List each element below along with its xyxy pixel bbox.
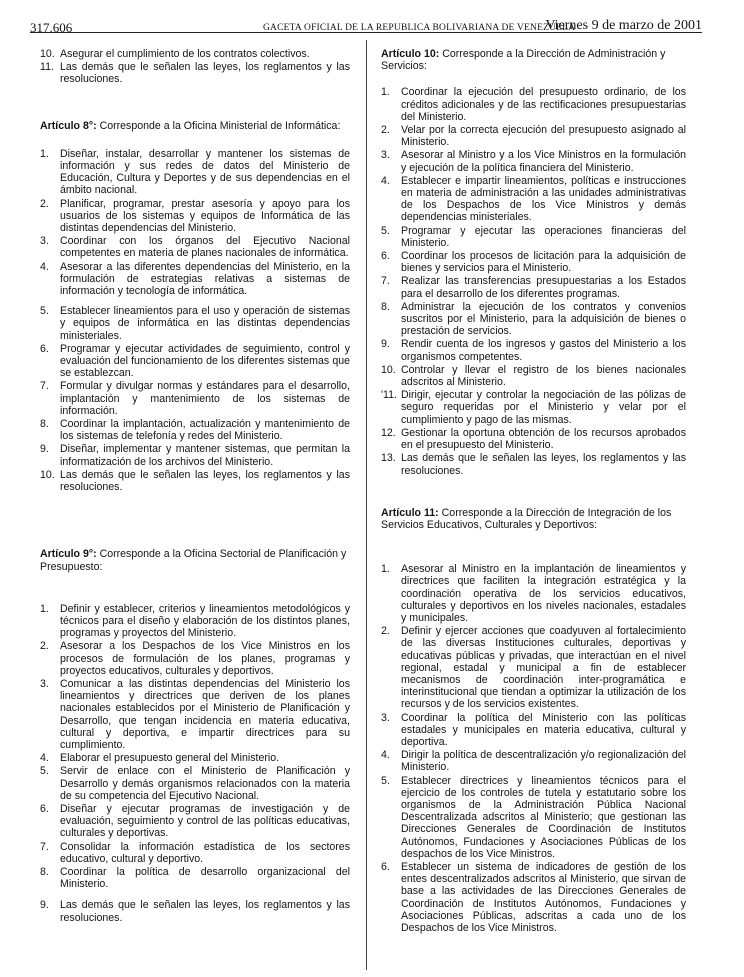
article-9-heading (40, 548, 350, 572)
article-label: Artículo 9°: (40, 548, 97, 561)
item-text: Planificar, programar, prestar asesoría y apoyo para los usuarios de los sistemas y equipos de Informática de las distintas dependencias del Ministerio. (60, 197, 350, 235)
article-label: Artículo 8°: (40, 119, 97, 132)
item-text: Asesorar a las diferentes dependencias del Ministerio, en la formulación de estrategias relativas a sistemas de información y tecnología de informática. (60, 260, 350, 298)
list-item (40, 235, 350, 259)
publication-title: GACETA OFICIAL DE LA REPUBLICA BOLIVARIANA DE VENEZUELA (263, 23, 576, 33)
item-text: Administrar la ejecución de los contratos y convenios suscritos por el Ministerio, para la adquisición de bienes o prestación de servicios. (401, 300, 686, 338)
item-text: Gestionar la oportuna obtención de los recursos aprobados en el presupuesto del Ministerio. (401, 426, 686, 452)
item-text: Dirigir, ejecutar y controlar la negociación de las pólizas de seguro requeridas por el Ministerio y velar por el cumplimiento y pago de las mismas. (401, 389, 686, 426)
list-item (40, 866, 350, 890)
list-item (381, 775, 686, 860)
item-number: 3. (381, 711, 390, 724)
item-number: 4. (381, 174, 390, 187)
list-item (381, 427, 686, 451)
item-text: Coordinar la política del Ministerio con las políticas estadales y municipales en materia educativa, cultural y deportiva. (401, 711, 686, 748)
list-item (381, 389, 686, 426)
article-10-heading (381, 48, 686, 72)
list-item (381, 712, 686, 749)
list-item (40, 603, 350, 640)
item-number: 1. (40, 147, 49, 160)
list-item (40, 803, 350, 840)
item-number: 4. (381, 749, 390, 762)
list-item (40, 899, 350, 923)
item-text: Establecer lineamientos para el uso y operación de sistemas y equipos de informática en las distintas dependencias ministeriales. (60, 305, 350, 342)
item-text: Formular y divulgar normas y estándares para el desarrollo, implantación y mantenimiento de los sistemas de información. (60, 380, 350, 417)
list-item (381, 149, 686, 173)
left-column (40, 48, 350, 925)
item-number: 6. (40, 802, 49, 815)
item-number: 3. (381, 149, 390, 162)
item-number: 9. (381, 338, 390, 351)
article-intro: Corresponde a la Oficina Sectorial de Planificación y Presupuesto: (40, 548, 347, 573)
item-number: 5. (381, 774, 390, 787)
list-item (40, 261, 350, 298)
item-text: Asesorar al Ministro y a los Vice Ministros en la formulación y ejecución de la política financiera del Ministerio. (401, 149, 686, 174)
item-text: Las demás que le señalen las leyes, los reglamentos y las resoluciones. (60, 61, 350, 86)
item-text: Coordinar la política de desarrollo organizacional del Ministerio. (60, 865, 350, 891)
item-number: 8. (40, 418, 49, 431)
item-number: 5. (381, 224, 390, 237)
item-number: 13. (381, 452, 396, 465)
list-item (381, 338, 686, 362)
list-item (40, 198, 350, 235)
list-item (381, 452, 686, 476)
item-number: 7. (40, 380, 49, 393)
list-item (40, 305, 350, 342)
article-8-list (40, 148, 350, 493)
item-text: Las demás que le señalen las leyes, los reglamentos y las resoluciones. (60, 899, 350, 924)
list-item (40, 61, 350, 85)
item-number: 6. (40, 342, 49, 355)
list-item (381, 124, 686, 148)
item-number: 2. (40, 197, 49, 210)
list-item (381, 364, 686, 388)
item-text: Controlar y llevar el registro de los bienes nacionales adscritos al Ministerio. (401, 363, 686, 389)
list-item (381, 625, 686, 710)
list-item (40, 765, 350, 802)
item-text: Diseñar y ejecutar programas de investigación y de evaluación, seguimiento y control de las políticas educativas, culturales y deportivas. (60, 802, 350, 840)
item-number: 1. (40, 602, 49, 615)
list-item (381, 175, 686, 224)
item-text: Asegurar el cumplimiento de los contratos colectivos. (60, 48, 310, 60)
list-item (381, 563, 686, 624)
list-item (40, 640, 350, 677)
continuation-list (40, 48, 350, 86)
item-text: Coordinar la ejecución del presupuesto ordinario, de los créditos adicionales y de las rectificaciones presupuestarias del Ministerio. (401, 86, 686, 123)
item-number: 12. (381, 426, 396, 439)
item-text: Coordinar con los órganos del Ejecutivo Nacional competentes en materia de planes nacionales de informática. (60, 235, 350, 260)
item-number: 10. (381, 363, 396, 376)
item-number: 3. (40, 677, 49, 690)
item-number: 10. (40, 468, 55, 481)
item-text: Comunicar a las distintas dependencias del Ministerio los lineamientos y directrices que deriven de los planes nacionales establecidos por el Ministerio de Planificación y Desarrollo, que tengan incidencia en materia educativa, cultural y deportiva, e impartir directrices para su cumplimiento. (60, 677, 350, 751)
item-text: Las demás que le señalen las leyes, los reglamentos y las resoluciones. (60, 468, 350, 494)
item-text: Establecer e impartir lineamientos, políticas e instrucciones en materia de administración a las unidades administrativas de los Despachos de los Vice Ministros y demás dependencias ministeriales. (401, 174, 686, 224)
item-text: Asesorar al Ministro en la implantación de lineamientos y directrices que faciliten la integración estratégica y la coordinación operativa de los servicios educativos, culturales y deportivos en los niveles nacionales, estadales y municipales. (401, 563, 686, 624)
issue-date: Viernes 9 de marzo de 2001 (545, 18, 702, 33)
item-number: 5. (40, 305, 49, 318)
item-number: 1. (381, 86, 390, 99)
list-item (40, 148, 350, 197)
item-text: Dirigir la política de descentralización y/o regionalización del Ministerio. (401, 749, 686, 774)
article-label: Artículo 10: (381, 48, 440, 60)
page-number: 317.606 (30, 20, 73, 35)
item-text: Rendir cuenta de los ingresos y gastos del Ministerio a los organismos competentes. (401, 338, 686, 363)
list-item (40, 343, 350, 380)
list-item (381, 301, 686, 338)
article-9-list (40, 603, 350, 924)
article-11-heading (381, 507, 686, 531)
article-intro: Corresponde a la Oficina Ministerial de Informática: (96, 119, 341, 132)
list-item (381, 275, 686, 299)
article-8-heading (40, 120, 350, 132)
item-text: Consolidar la información estadística de los sectores educativo, cultural y deportivo. (60, 840, 350, 865)
item-text: Coordinar la implantación, actualización y mantenimiento de los sistemas de telefonía y redes del Ministerio. (60, 418, 350, 443)
item-text: Las demás que le señalen las leyes, los reglamentos y las resoluciones. (401, 452, 686, 477)
list-item (381, 749, 686, 773)
list-item (40, 752, 350, 764)
item-text: Programar y ejecutar las operaciones financieras del Ministerio. (401, 224, 686, 249)
item-number: 6. (381, 250, 390, 263)
item-text: Definir y establecer, criterios y lineamientos metodológicos y técnicos para el diseño y elaboración de los distintos planes, programas y proyectos del Ministerio. (60, 602, 350, 640)
list-item (381, 861, 686, 934)
item-number: 4. (40, 752, 49, 765)
item-text: Velar por la correcta ejecución del presupuesto asignado al Ministerio. (401, 124, 686, 149)
list-item (40, 469, 350, 493)
list-item (381, 86, 686, 123)
item-number: 5. (40, 765, 49, 778)
item-number: 8. (381, 300, 390, 313)
article-intro: Corresponde a la Dirección de Administración y Servicios: (381, 48, 666, 73)
list-item (40, 443, 350, 467)
list-item (381, 250, 686, 274)
item-number: 9. (40, 443, 49, 456)
list-item (381, 225, 686, 249)
item-number: 7. (40, 840, 49, 853)
item-text: Definir y ejercer acciones que coadyuven al fortalecimiento de las diversas Instituciones culturales, deportivas y educativas públicas y privadas, que interactúan en el nivel regional, estadal y municipal a fin de establecer mecanismos de coordinación inter-programática e interinstitucional que tiendan a optimizar la utilización de los recursos y de los servicios existentes. (401, 625, 686, 711)
list-item (40, 841, 350, 865)
article-10-list (381, 86, 686, 476)
item-number: 2. (40, 640, 49, 653)
item-number: 1. (381, 563, 390, 576)
item-text: Establecer directrices y lineamientos técnicos para el ejercicio de los controles de tutela y estatutario sobre los organismos de la Administración Pública Nacional Descentralizada adscritos al Ministerio; que gestionan las Direcciones Generales de Coordinación de Institutos Autónomos, Fundaciones y Asociaciones Públicas de los despachos de los Vice Ministros. (401, 774, 686, 860)
item-text: Establecer un sistema de indicadores de gestión de los entes descentralizados adscritos al Ministerio, que sirvan de base a las actividades de las Direcciones Generales de Coordinación de Institutos Autónomos, Fundaciones y Asociaciones Públicas, adscritas a cada uno de los Despachos de los Vice Ministros. (401, 860, 686, 934)
item-number: 2. (381, 124, 390, 137)
article-11-list (381, 563, 686, 934)
list-item (40, 678, 350, 751)
item-number: 4. (40, 260, 49, 273)
item-number: 9. (40, 899, 49, 912)
item-number: 11. (40, 61, 54, 74)
item-text: Coordinar los procesos de licitación para la adquisición de bienes y servicios para el Ministerio. (401, 250, 686, 275)
list-item (40, 418, 350, 442)
item-number: 10. (40, 48, 55, 60)
item-number: 3. (40, 235, 49, 248)
item-number: '11. (381, 389, 397, 402)
item-text: Programar y ejecutar actividades de seguimiento, control y evaluación del funcionamiento de los diferentes sistemas que se establezcan. (60, 342, 350, 380)
item-text: Diseñar, implementar y mantener sistemas, que permitan la informatización de los archivos del Ministerio. (60, 443, 350, 468)
item-text: Elaborar el presupuesto general del Ministerio. (60, 752, 280, 765)
list-item (40, 380, 350, 417)
item-number: 8. (40, 865, 49, 878)
item-text: Realizar las transferencias presupuestarias a los Estados para el desarrollo de los diferentes programas. (401, 275, 686, 300)
item-number: 7. (381, 275, 390, 288)
page-header (30, 2, 702, 33)
right-column (381, 48, 686, 935)
list-item (40, 48, 350, 60)
item-text: Diseñar, instalar, desarrollar y mantener los sistemas de información y sus redes de datos del Ministerio de Educación, Cultura y Deportes y de sus dependencias en el ámbito nacional. (60, 147, 350, 197)
item-text: Asesorar a los Despachos de los Vice Ministros en los procesos de formulación de los planes, programas y proyectos educativos, culturales y deportivos. (60, 640, 350, 677)
article-label: Artículo 11: (381, 506, 439, 519)
item-text: Servir de enlace con el Ministerio de Planificación y Desarrollo y demás organismos relacionados con la materia de su competencia del Ejecutivo Nacional. (60, 765, 350, 802)
article-intro: Corresponde a la Dirección de Integración de los Servicios Educativos, Culturales y Deportivos: (381, 506, 672, 531)
item-number: 6. (381, 860, 390, 873)
column-divider (366, 40, 367, 970)
item-number: 2. (381, 625, 390, 638)
